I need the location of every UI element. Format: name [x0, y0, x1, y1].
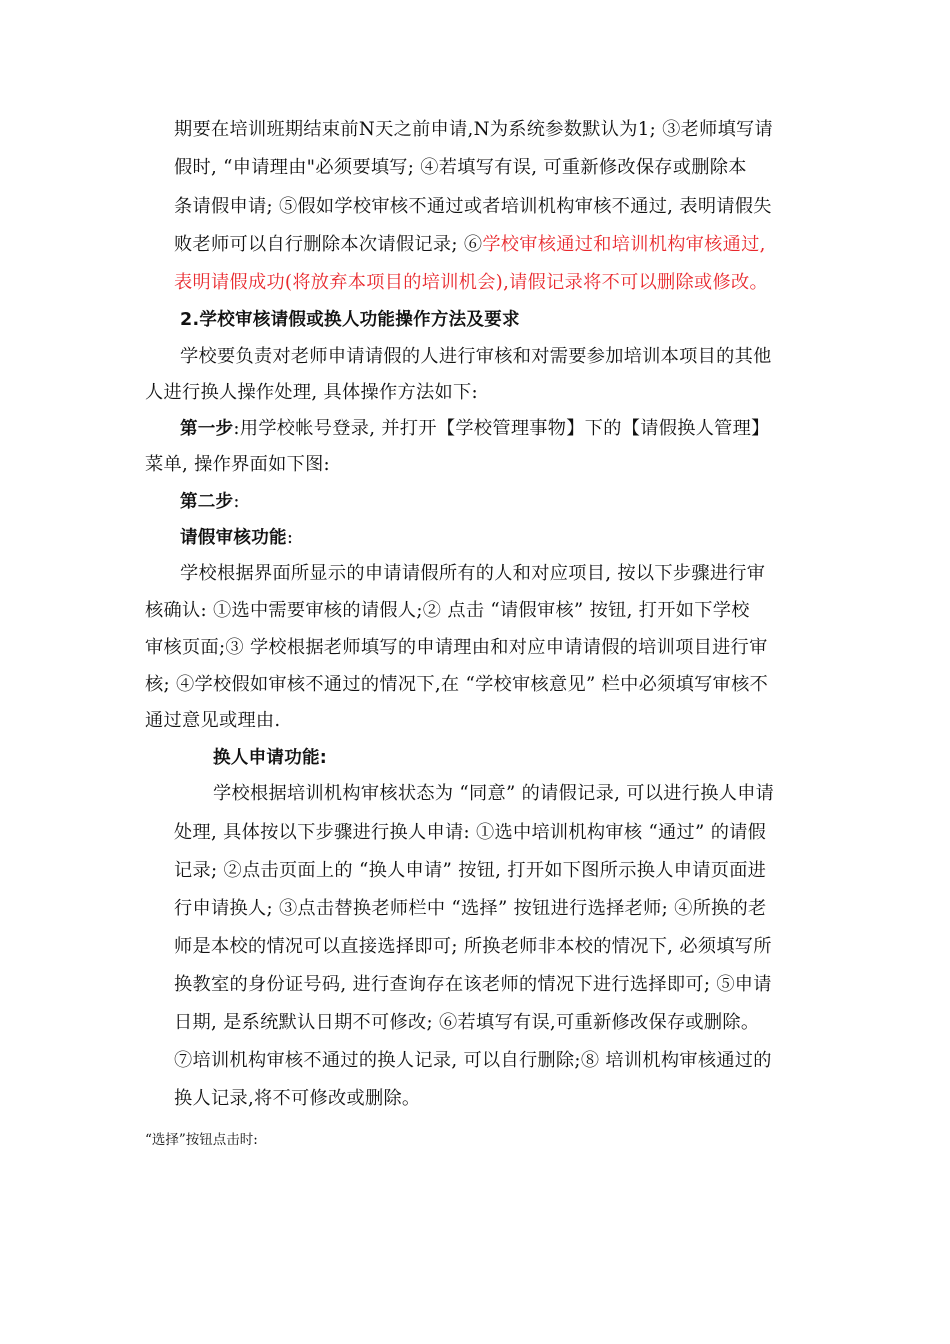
- paragraph-line: 日期, 是系统默认日期不可修改; ⑥若填写有误,可重新修改保存或删除。: [174, 1012, 760, 1033]
- note-text: “选择”按钮点击时:: [145, 1132, 258, 1148]
- highlighted-text: 学校审核通过和培训机构审核通过,: [482, 234, 766, 255]
- paragraph-line: [180, 417, 770, 441]
- paragraph-line: 审核页面;③ 学校根据老师填写的申请理由和对应申请请假的培训项目进行审: [145, 637, 768, 658]
- text-segment: :用学校帐号登录, 并打开【学校管理事物】下的【请假换人管理】: [233, 418, 770, 439]
- paragraph-line: 假时, “申请理由"必须要填写; ④若填写有误, 可重新修改保存或删除本: [174, 157, 747, 178]
- paragraph-line: 核; ④学校假如审核不通过的情况下,在 “学校审核意见” 栏中必须填写审核不: [145, 674, 769, 695]
- paragraph-line: 通过意见或理由.: [145, 710, 281, 731]
- paragraph-line: 记录; ②点击页面上的 “换人申请” 按钮, 打开如下图所示换人申请页面进: [174, 860, 767, 881]
- paragraph-line: 换教室的身份证号码, 进行查询存在该老师的情况下进行选择即可; ⑤申请: [174, 974, 772, 995]
- text-segment: 败老师可以自行删除本次请假记录; ⑥: [174, 234, 483, 255]
- paragraph-line: 学校要负责对老师申请请假的人进行审核和对需要参加培训本项目的其他: [180, 346, 772, 367]
- subsection-title: 换人申请功能:: [213, 748, 328, 768]
- paragraph-line: 处理, 具体按以下步骤进行换人申请: ①选中培训机构审核 “通过” 的请假: [174, 822, 767, 843]
- paragraph-line: ⑦培训机构审核不通过的换人记录, 可以自行删除;⑧ 培训机构审核通过的: [174, 1050, 772, 1071]
- paragraph-line: 师是本校的情况可以直接选择即可; 所换老师非本校的情况下, 必须填写所: [174, 936, 772, 957]
- step-label: 第二步: [180, 492, 234, 512]
- paragraph-line: 行申请换人; ③点击替换老师栏中 “选择” 按钮进行选择老师; ④所换的老: [174, 898, 767, 919]
- paragraph-line: [180, 490, 240, 514]
- paragraph-line: 期要在培训班期结束前N天之前申请,N为系统参数默认为1; ③老师填写请: [174, 119, 774, 140]
- paragraph-line: [174, 233, 766, 257]
- paragraph-line: 学校根据界面所显示的申请请假所有的人和对应项目, 按以下步骤进行审: [180, 563, 766, 584]
- highlighted-text: 表明请假成功(将放弃本项目的培训机会),请假记录将不可以删除或修改。: [174, 272, 768, 293]
- subsection-title-text: 请假审核功能: [180, 528, 287, 548]
- paragraph-line: 菜单, 操作界面如下图:: [145, 454, 330, 475]
- paragraph-line: 人进行换人操作处理, 具体操作方法如下:: [145, 382, 478, 403]
- paragraph-line: 学校根据培训机构审核状态为 “同意” 的请假记录, 可以进行换人申请: [213, 783, 775, 804]
- section-heading: 2.学校审核请假或换人功能操作方法及要求: [180, 310, 520, 330]
- text-segment: :: [233, 491, 240, 512]
- paragraph-line: 核确认: ①选中需要审核的请假人;② 点击 “请假审核” 按钮, 打开如下学校: [145, 600, 750, 621]
- step-label: 第一步: [180, 419, 234, 439]
- subsection-title: [180, 526, 293, 550]
- text-segment: :: [286, 527, 294, 548]
- paragraph-line: 换人记录,将不可修改或删除。: [174, 1088, 421, 1109]
- paragraph-line: 条请假申请; ⑤假如学校审核不通过或者培训机构审核不通过, 表明请假失: [174, 196, 772, 217]
